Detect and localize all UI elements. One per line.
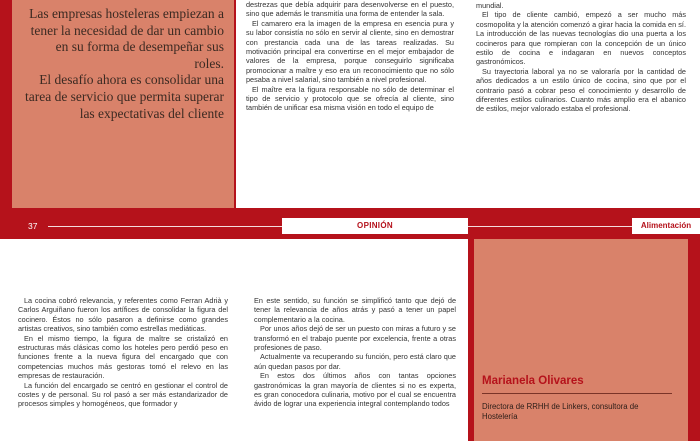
paragraph: mundial. <box>476 1 504 10</box>
top-article-column-1 <box>246 0 454 113</box>
paragraph: En este sentido, su función se simplificó tanto que dejó de tener la relevancia de años atrás y pasó a tener un papel complementario a la cocina. <box>254 296 456 324</box>
paragraph: El maître era la figura responsable no sólo de determinar el tipo de servicio y protocolo que se ofrecía al cliente, sino también de unificar esa misma visión en todo el equipo de <box>246 84 454 113</box>
pull-quote-paragraph-1: Las empresas hosteleras empiezan a tener la necesidad de dar un cambio en su forma de desempeñar sus roles. <box>29 6 224 71</box>
top-article-column-2 <box>476 1 686 114</box>
bottom-article-column-1 <box>18 296 228 409</box>
paragraph: La función del encargado se centró en gestionar el control de costes y de personal. Su rol pasó a ser más estandarizador de procesos simples y homogéneos, que formador y <box>18 380 228 409</box>
page-number: 37 <box>28 219 48 234</box>
pull-quote-panel <box>12 0 234 208</box>
paragraph: Actualmente va recuperando su función, pero está claro que aún quedan pasos por dar. <box>254 352 456 371</box>
author-panel <box>474 239 688 441</box>
paragraph: El tipo de cliente cambió, empezó a ser mucho más cosmopolita y la atención comenzó a girar hacia la comida en sí. La introducción de las nuevas tecnologías dio una puerta a los cocineros para que rompieran con la concepción de un único estilo de cocina e indagaran en nuevos conceptos gastronómicos. <box>476 10 686 67</box>
author-divider <box>482 393 672 394</box>
paragraph: destrezas que debía adquirir para desenvolverse en el puesto, sino que además le transmitía una forma de entender la sala. <box>246 0 454 19</box>
pull-quote <box>24 6 224 122</box>
paragraph: En estos dos últimos años con tantas opciones gastronómicas la gran mayoría de clientes si no es experta, es gran conocedora culinaria, motivo por el cual se encuentra ávido de lograr una experiencia integral contemplando todos <box>254 371 456 409</box>
section-header-band <box>0 214 700 239</box>
bottom-article <box>0 239 468 441</box>
bottom-article-column-2 <box>254 296 456 409</box>
paragraph: Por unos años dejó de ser un puesto con miras a futuro y se transformó en el trabajo puente por excelencia, frente a otras profesiones de paso. <box>254 324 456 353</box>
paragraph: En el mismo tiempo, la figura de maître se cristalizó en estructuras más clásicas como los hoteles pero perdió peso en funciones frente a la nueva figura del encargado que con competencias muchos más gestoras tomó el relevo en las empresas de restauración. <box>18 333 228 381</box>
paragraph: El camarero era la imagen de la empresa en esencia pura y su labor consistía no sólo en servir al cliente, sino en demostrar con prestancia cada una de las tareas realizadas. Su motivación principal era convertirse en el mejor embajador de valores de la empresa, porque conseguirlo significaba promocionar a maître y eso era un reconocimiento que no sólo pesaba a nivel salarial, sino también a nivel profesional. <box>246 18 454 85</box>
author-name: Marianela Olivares <box>482 375 584 387</box>
author-role: Directora de RRHH de Linkers, consultora de Hostelería <box>482 402 639 421</box>
paragraph: Su trayectoria laboral ya no se valoraría por la cantidad de años dedicados a un estilo único de cocina, sino que por el contrario pasó a cobrar peso el conocimiento y desarrollo de diferentes estilos culinarios. Cuanto más amplio era el abanico de estilos, mejor valorado estaba el profesional. <box>476 66 686 114</box>
pull-quote-paragraph-2: El desafío ahora es consolidar una tarea de servicio que permita superar las expectativas del cliente <box>24 72 224 121</box>
category-tab: Alimentación <box>632 218 700 234</box>
paragraph: La cocina cobró relevancia, y referentes como Ferran Adrià y Carlos Arguiñano fueron los artífices de consolidar la figura del cocinero. Éstos no sólo pasaron a definirse como grandes artistas creativos, sino también como estrellas mediáticas. <box>18 296 228 334</box>
top-article <box>236 0 700 208</box>
section-tab: OPINIÓN <box>282 218 468 234</box>
